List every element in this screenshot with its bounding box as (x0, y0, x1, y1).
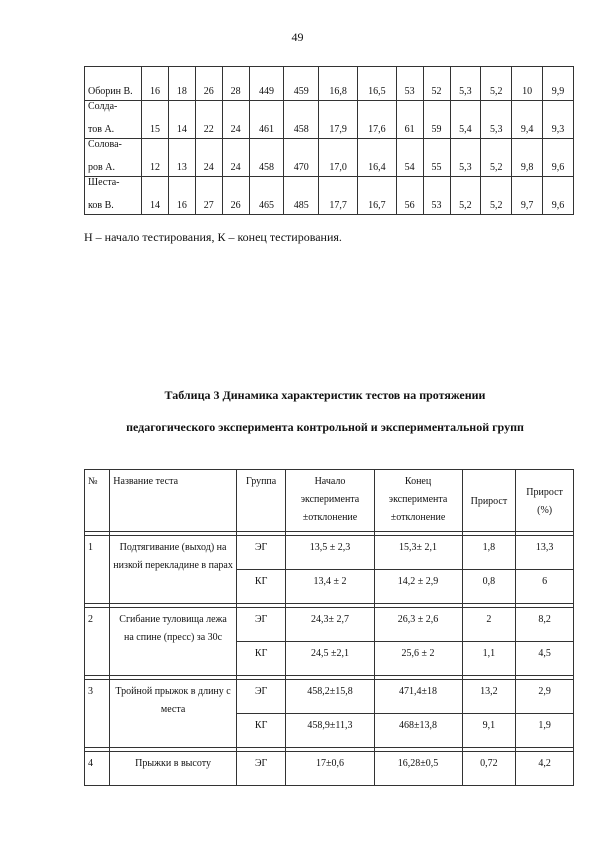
test-name: Тройной прыжок в длину с места (110, 680, 237, 748)
value-cell: 28 (222, 67, 249, 101)
table-note: Н – начало тестирования, К – конец тестирования. (84, 230, 342, 244)
start-cell: 24,5 ±2,1 (286, 642, 374, 676)
end-cell: 471,4±18 (374, 680, 462, 714)
value-cell: 5,4 (450, 101, 481, 139)
test-name: Сгибание туловища лежа на спине (пресс) за 30с (110, 608, 237, 676)
value-cell: 18 (168, 67, 195, 101)
table-row (85, 680, 574, 714)
gain-pct-cell: 8,2 (516, 608, 574, 642)
header-gain-pct: Прирост (%) (516, 470, 574, 532)
end-cell: 15,3± 2,1 (374, 536, 462, 570)
table3-title-line1: Таблица 3 Динамика характеристик тестов на протяжении (164, 388, 486, 402)
value-cell: 17,0 (319, 139, 358, 177)
test-number: 3 (85, 680, 110, 748)
value-cell: 17,6 (357, 101, 396, 139)
value-cell: 14 (142, 177, 169, 215)
athlete-name (85, 177, 142, 215)
athlete-name-line2: ков В. (88, 200, 114, 211)
value-cell: 9,6 (543, 177, 574, 215)
end-cell: 14,2 ± 2,9 (374, 570, 462, 604)
start-cell: 13,4 ± 2 (286, 570, 374, 604)
value-cell: 9,4 (512, 101, 543, 139)
value-cell: 53 (396, 67, 423, 101)
end-cell: 468±13,8 (374, 714, 462, 748)
end-cell: 25,6 ± 2 (374, 642, 462, 676)
value-cell: 16 (168, 177, 195, 215)
end-cell: 16,28±0,5 (374, 752, 462, 786)
value-cell: 461 (249, 101, 284, 139)
start-cell: 24,3± 2,7 (286, 608, 374, 642)
table-row (85, 608, 574, 642)
value-cell: 54 (396, 139, 423, 177)
results-table (84, 66, 574, 215)
value-cell: 59 (423, 101, 450, 139)
header-group: Группа (236, 470, 286, 532)
value-cell: 5,3 (450, 67, 481, 101)
header-test-name: Название теста (110, 470, 237, 532)
gain-cell: 1,1 (462, 642, 516, 676)
value-cell: 10 (512, 67, 543, 101)
value-cell: 9,7 (512, 177, 543, 215)
value-cell: 52 (423, 67, 450, 101)
page-number: 49 (291, 30, 304, 44)
value-cell: 55 (423, 139, 450, 177)
value-cell: 53 (423, 177, 450, 215)
table-row (85, 101, 574, 139)
value-cell: 13 (168, 139, 195, 177)
gain-pct-cell: 13,3 (516, 536, 574, 570)
gain-pct-cell: 4,2 (516, 752, 574, 786)
test-name: Подтягивание (выход) на низкой перекладине в парах (110, 536, 237, 604)
value-cell: 14 (168, 101, 195, 139)
athlete-name-line1: Солова- (88, 139, 122, 150)
value-cell: 16,5 (357, 67, 396, 101)
table-row (85, 177, 574, 215)
value-cell: 27 (195, 177, 222, 215)
group-cell: КГ (236, 642, 286, 676)
value-cell: 24 (195, 139, 222, 177)
value-cell: 458 (284, 101, 319, 139)
athlete-name-line2: ров А. (88, 162, 115, 173)
gain-cell: 0,8 (462, 570, 516, 604)
value-cell: 449 (249, 67, 284, 101)
value-cell: 26 (222, 177, 249, 215)
table-row (85, 536, 574, 570)
value-cell: 9,6 (543, 139, 574, 177)
value-cell: 16 (142, 67, 169, 101)
table-row (85, 67, 574, 101)
gain-pct-cell: 2,9 (516, 680, 574, 714)
group-cell: КГ (236, 714, 286, 748)
value-cell: 16,4 (357, 139, 396, 177)
value-cell: 5,2 (481, 139, 512, 177)
test-name: Прыжки в высоту (110, 752, 237, 786)
table-header-row (85, 470, 574, 532)
value-cell: 470 (284, 139, 319, 177)
start-cell: 17±0,6 (286, 752, 374, 786)
athlete-name (85, 101, 142, 139)
value-cell: 9,3 (543, 101, 574, 139)
test-number: 2 (85, 608, 110, 676)
value-cell: 485 (284, 177, 319, 215)
gain-cell: 13,2 (462, 680, 516, 714)
group-cell: ЭГ (236, 608, 286, 642)
value-cell: 16,8 (319, 67, 358, 101)
test-number: 1 (85, 536, 110, 604)
group-cell: КГ (236, 570, 286, 604)
dynamics-table (84, 469, 574, 786)
header-start: Начало эксперимента ±отклонение (286, 470, 374, 532)
value-cell: 5,3 (481, 101, 512, 139)
value-cell: 9,8 (512, 139, 543, 177)
value-cell: 5,3 (450, 139, 481, 177)
header-gain: Прирост (462, 470, 516, 532)
value-cell: 12 (142, 139, 169, 177)
athlete-name-line1: Солда- (88, 101, 118, 112)
value-cell: 5,2 (450, 177, 481, 215)
group-cell: ЭГ (236, 680, 286, 714)
value-cell: 5,2 (481, 177, 512, 215)
end-cell: 26,3 ± 2,6 (374, 608, 462, 642)
value-cell: 22 (195, 101, 222, 139)
gain-cell: 1,8 (462, 536, 516, 570)
test-number: 4 (85, 752, 110, 786)
athlete-name (85, 139, 142, 177)
value-cell: 459 (284, 67, 319, 101)
header-end: Конец эксперимента ±отклонение (374, 470, 462, 532)
athlete-name-line1: Шеста- (88, 177, 120, 188)
group-cell: ЭГ (236, 536, 286, 570)
value-cell: 16,7 (357, 177, 396, 215)
value-cell: 26 (195, 67, 222, 101)
value-cell: 9,9 (543, 67, 574, 101)
gain-cell: 2 (462, 608, 516, 642)
gain-pct-cell: 1,9 (516, 714, 574, 748)
table3-title-line2: педагогического эксперимента контрольной и экспериментальной групп (126, 420, 524, 434)
value-cell: 17,7 (319, 177, 358, 215)
gain-pct-cell: 4,5 (516, 642, 574, 676)
value-cell: 5,2 (481, 67, 512, 101)
athlete-name-line1: Оборин В. (88, 86, 133, 97)
gain-cell: 0,72 (462, 752, 516, 786)
start-cell: 13,5 ± 2,3 (286, 536, 374, 570)
start-cell: 458,2±15,8 (286, 680, 374, 714)
gain-pct-cell: 6 (516, 570, 574, 604)
start-cell: 458,9±11,3 (286, 714, 374, 748)
athlete-name (85, 67, 142, 101)
table-row (85, 752, 574, 786)
value-cell: 17,9 (319, 101, 358, 139)
header-num: № (85, 470, 110, 532)
value-cell: 24 (222, 101, 249, 139)
value-cell: 61 (396, 101, 423, 139)
athlete-name-line2: тов А. (88, 124, 115, 135)
value-cell: 458 (249, 139, 284, 177)
value-cell: 24 (222, 139, 249, 177)
value-cell: 56 (396, 177, 423, 215)
group-cell: ЭГ (236, 752, 286, 786)
value-cell: 15 (142, 101, 169, 139)
gain-cell: 9,1 (462, 714, 516, 748)
table-row (85, 139, 574, 177)
value-cell: 465 (249, 177, 284, 215)
